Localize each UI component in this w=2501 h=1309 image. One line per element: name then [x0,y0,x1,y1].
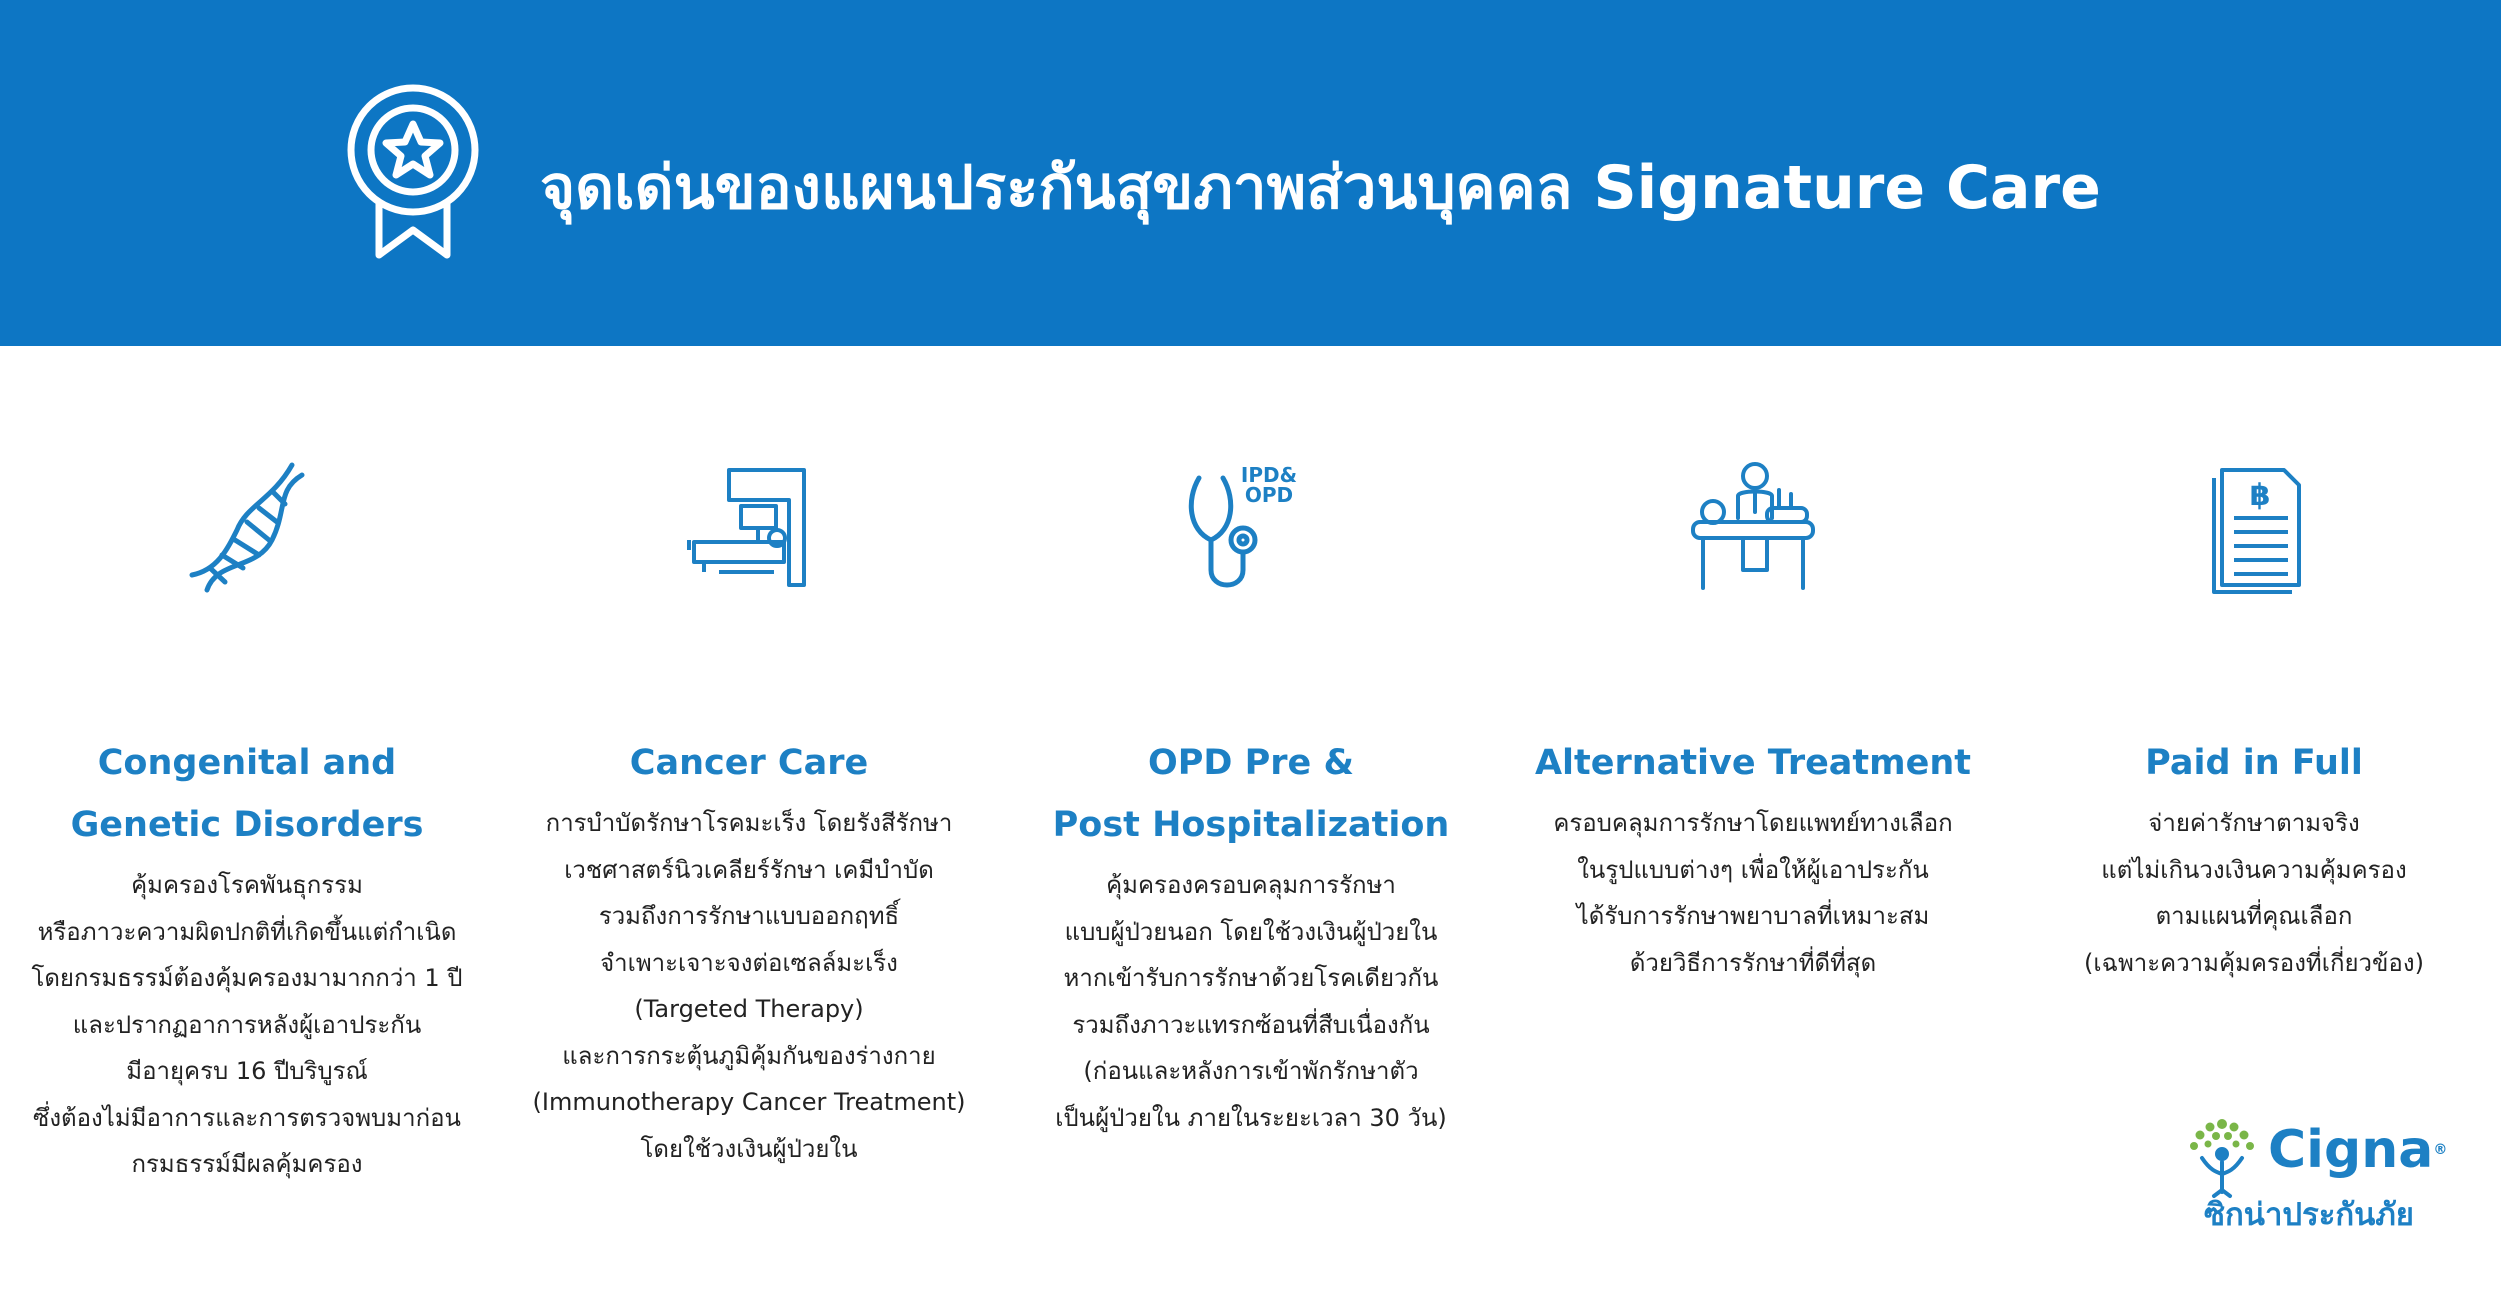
acupuncture-treatment-icon [1683,460,1823,600]
feature-description [1001,862,1501,1141]
svg-text:฿: ฿ [2249,478,2271,513]
feature-title [1001,732,1501,856]
feature-desc-line: (เฉพาะความคุ้มครองที่เกี่ยวข้อง) [2084,948,2424,977]
feature-desc-line: การบำบัดรักษาโรคมะเร็ง โดยรังสีรักษา [545,809,953,837]
feature-description [1503,800,2003,986]
feature-cancer-care [499,460,999,1172]
feature-desc-line: รวมถึงการรักษาแบบออกฤทธิ์ [598,902,900,930]
feature-desc-line: แต่ไม่เกินวงเงินความคุ้มครอง [2101,855,2407,884]
feature-description [499,800,999,1172]
feature-desc-line: (Targeted Therapy) [634,995,864,1023]
feature-desc-line: จำเพาะเจาะจงต่อเซลล์มะเร็ง [600,948,898,977]
feature-title-line: Congenital and [97,743,397,783]
feature-desc-line: (Immunotherapy Cancer Treatment) [532,1088,966,1116]
award-ribbon-icon [335,80,505,265]
feature-desc-line: รวมถึงภาวะแทรกซ้อนที่สืบเนื่องกัน [1072,1010,1430,1039]
feature-desc-line: หากเข้ารับการรักษาด้วยโรคเดียวกัน [1063,964,1439,992]
feature-description [0,862,497,1188]
feature-title [499,732,999,794]
feature-desc-line: ได้รับการรักษาพยาบาลที่เหมาะสม [1576,902,1930,930]
stethoscope-icon [1181,460,1321,600]
feature-desc-line: กรมธรรม์มีผลคุ้มครอง [131,1150,363,1178]
feature-description [2004,800,2501,986]
feature-title [1503,732,2003,794]
feature-desc-line: โดยกรมธรรม์ต้องคุ้มครองมามากกว่า 1 ปี [31,964,463,992]
feature-desc-line: ในรูปแบบต่างๆ เพื่อให้ผู้เอาประกัน [1577,855,1929,884]
feature-title-line: Alternative Treatment [1534,743,1972,783]
feature-title-line: OPD Pre & [1147,743,1354,783]
feature-title-line: Genetic Disorders [70,805,424,845]
feature-desc-line: เป็นผู้ป่วยใน ภายในระยะเวลา 30 วัน) [1055,1103,1447,1132]
ipd-opd-label: IPD& [1240,463,1298,487]
feature-title-line: Cancer Care [629,743,869,783]
feature-desc-line: คุ้มครองโรคพันธุกรรม [131,871,363,899]
feature-title [0,732,497,856]
feature-title-line: Paid in Full [2145,743,2363,783]
feature-desc-line: ครอบคลุมการรักษาโดยแพทย์ทางเลือก [1553,809,1953,837]
feature-desc-line: เวชศาสตร์นิวเคลียร์รักษา เคมีบำบัด [564,855,934,884]
feature-desc-line: แบบผู้ป่วยนอก โดยใช้วงเงินผู้ป่วยใน [1064,917,1438,946]
feature-congenital [0,460,497,1188]
feature-desc-line: ซึ่งต้องไม่มีอาการและการตรวจพบมาก่อน [33,1103,461,1132]
cigna-wordmark-text: Cigna [2268,1120,2434,1180]
feature-alternative-treatment [1503,460,2003,986]
page-title: จุดเด่นของแผนประกันสุขภาพส่วนบุคคล Signature Care [540,153,2101,223]
feature-desc-line: ตามแผนที่คุณเลือก [2155,902,2353,930]
feature-desc-line: หรือภาวะความผิดปกติที่เกิดขึ้นแต่กำเนิด [37,917,457,946]
feature-desc-line: ด้วยวิธีการรักษาที่ดีที่สุด [1629,948,1877,977]
cigna-logo [2180,1110,2448,1250]
ipd-opd-label: OPD [1244,483,1294,507]
feature-title-line: Post Hospitalization [1052,805,1450,845]
cigna-wordmark: Cigna® [2268,1120,2448,1180]
feature-paid-in-full [2004,460,2501,986]
baht-invoice-icon [2184,460,2324,600]
header-banner [0,0,2501,346]
feature-opd [1001,460,1501,1141]
radiation-therapy-machine-icon [679,460,819,600]
feature-desc-line: (ก่อนและหลังการเข้าพักรักษาตัว [1083,1057,1419,1085]
cigna-thai-name: ซิกน่าประกันภัย [2204,1197,2414,1233]
feature-desc-line: จ่ายค่ารักษาตามจริง [2148,809,2360,837]
dna-icon [177,460,317,600]
feature-desc-line: และการกระตุ้นภูมิคุ้มกันของร่างกาย [562,1041,936,1070]
feature-desc-line: มีอายุครบ 16 ปีบริบูรณ์ [126,1057,368,1085]
feature-title [2004,732,2501,794]
cigna-tree-of-life-icon [2180,1116,2264,1200]
feature-desc-line: โดยใช้วงเงินผู้ป่วยใน [640,1134,858,1163]
feature-desc-line: คุ้มครองครอบคลุมการรักษา [1106,871,1396,899]
feature-desc-line: และปรากฏอาการหลังผู้เอาประกัน [72,1010,422,1039]
